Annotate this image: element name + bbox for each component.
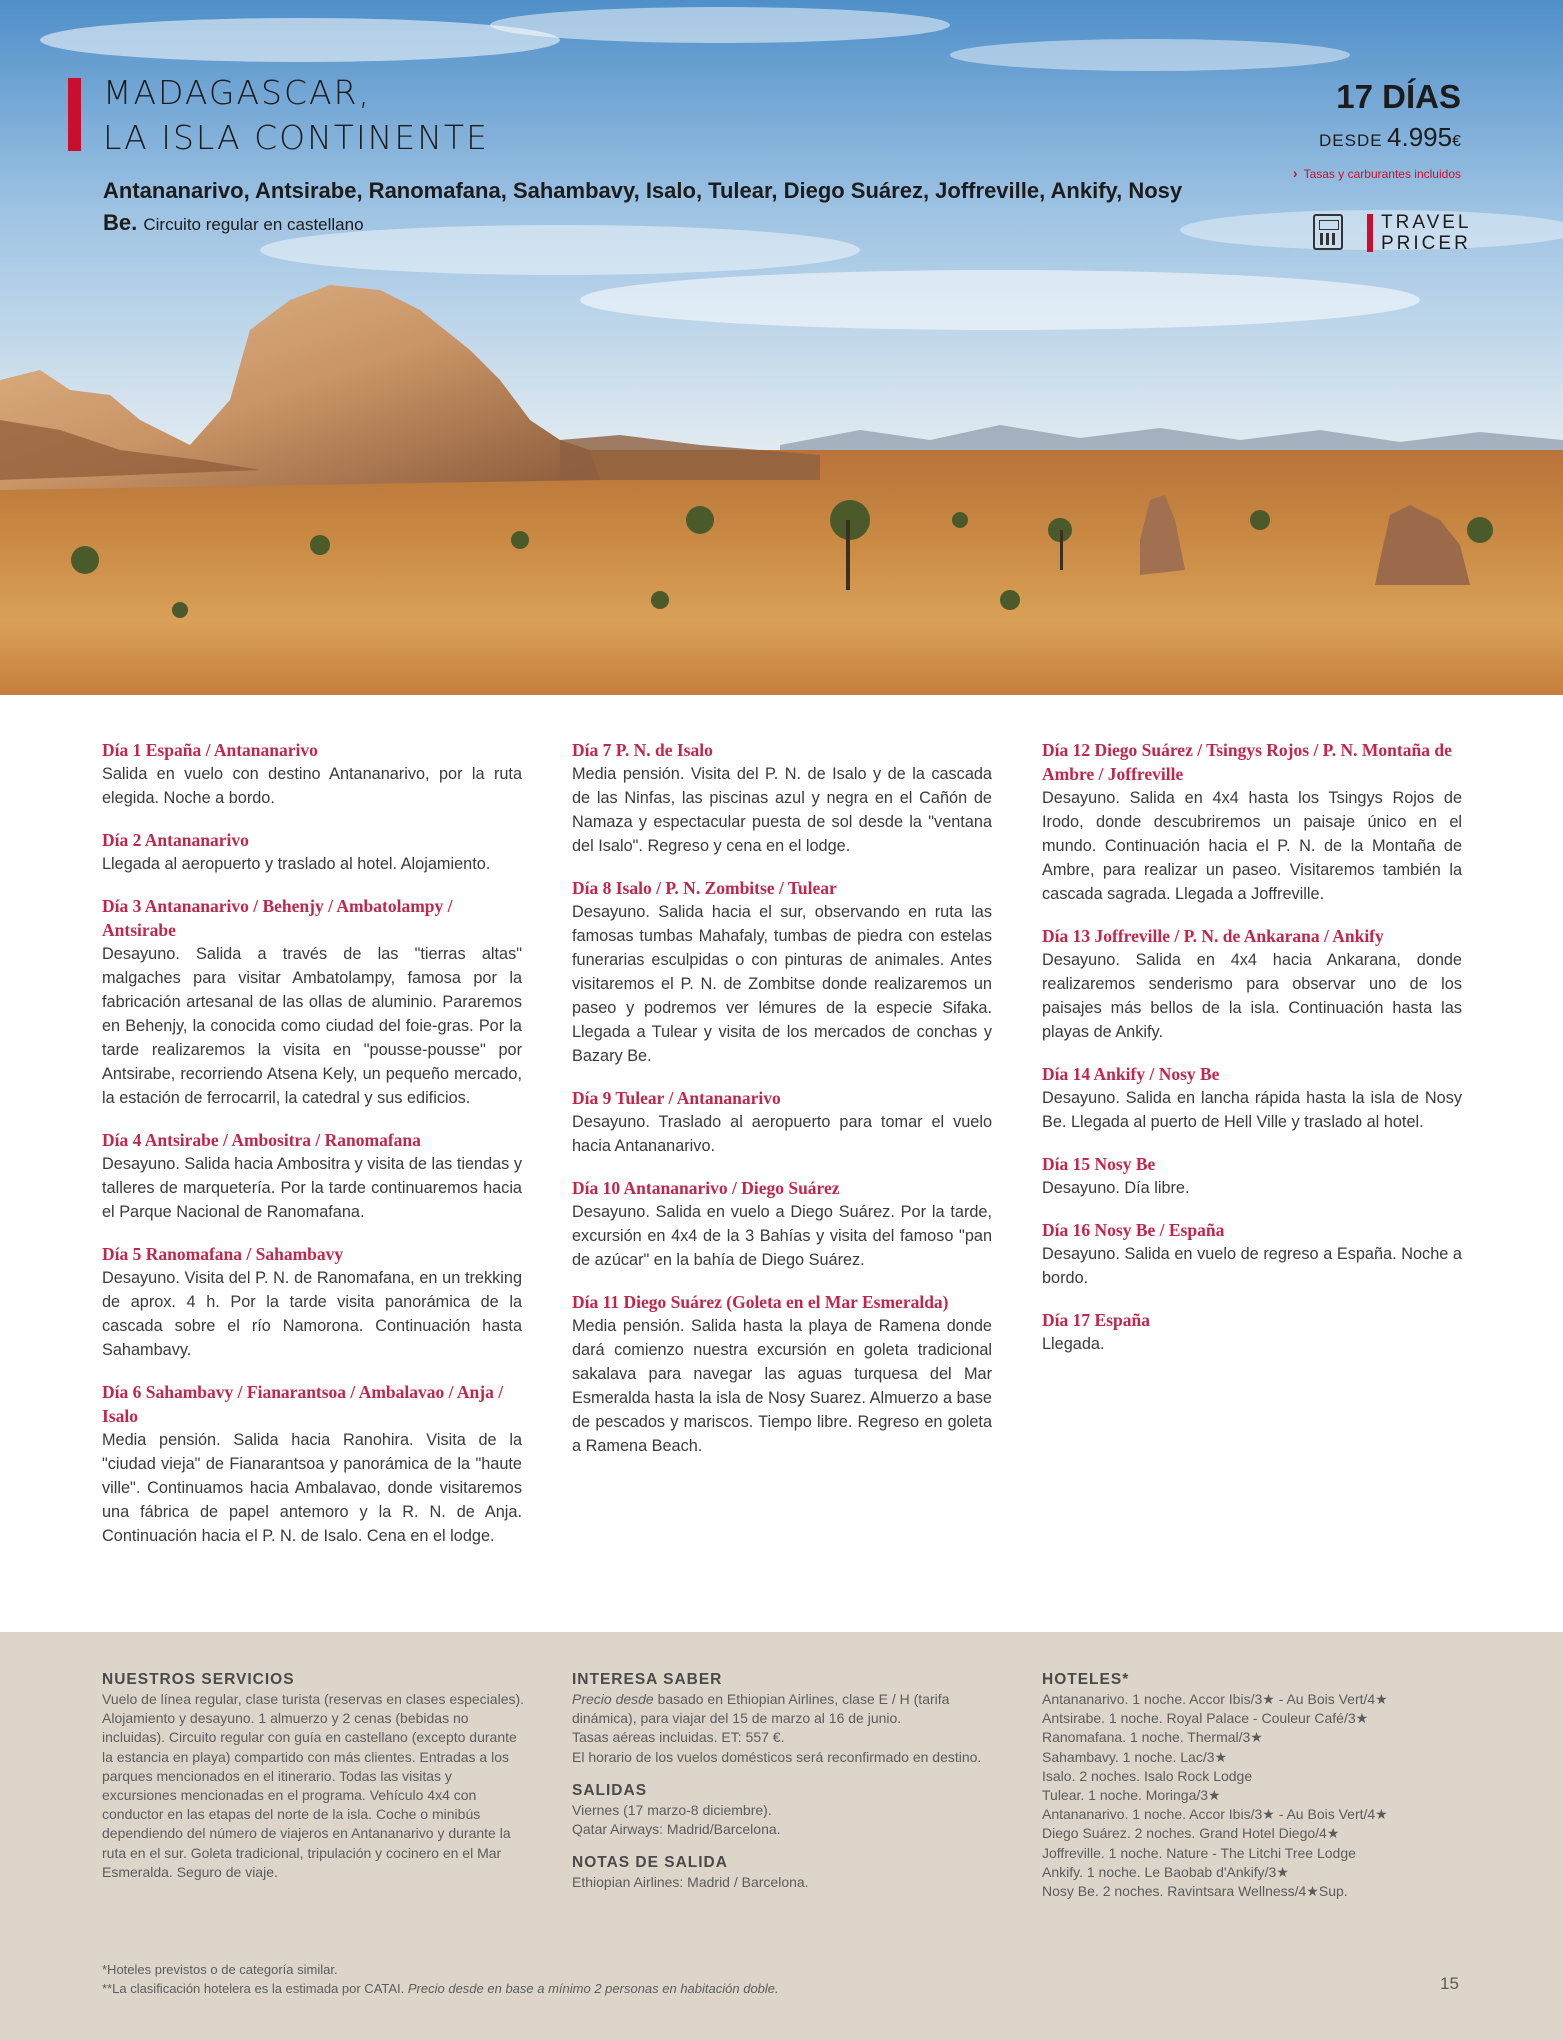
interesa-taxes: Tasas aéreas incluidas. ET: 557 €. [572,1729,785,1746]
hotel-item: Antsirabe. 1 noche. Royal Palace - Couleur Café/3★ [1042,1710,1369,1727]
day-title: Día 12 Diego Suárez / Tsingys Rojos / P. N. Montaña de Ambre / Joffreville [1042,740,1452,784]
day-text: Media pensión. Salida hacia Ranohira. Visita de la "ciudad vieja" de Fianarantsoa y panorámica de la "haute ville". Continuamos hacia Ambalavao, donde visitaremos una fábrica de papel antemoro y la R. N. de Anja. Continuación hacia el P. N. de Isalo. Cena en el lodge. [102,1431,522,1545]
interesa-italic: Precio desde [572,1691,654,1707]
services-section [102,1670,527,1896]
day-text: Desayuno. Salida hacia Ambositra y visita de las tiendas y talleres de marquetería. Por la tarde continuaremos hacia el Parque Nacional de Ranomafana. [102,1155,522,1221]
day-text: Salida en vuelo con destino Antananarivo, por la ruta elegida. Noche a bordo. [102,765,522,807]
trip-duration: 17 DÍAS [1336,78,1461,115]
day-title: Día 7 P. N. de Isalo [572,740,713,760]
footnote-1: *Hoteles previstos o de categoría similar. [102,1962,338,1977]
travel-pricer-logo [1313,212,1473,256]
info-section [572,1670,997,1906]
day-text: Desayuno. Salida en vuelo de regreso a España. Noche a bordo. [1042,1245,1462,1287]
footnote-2 [102,1979,779,1998]
day-text: Desayuno. Visita del P. N. de Ranomafana, en un trekking de aprox. 4 h. Por la tarde visita panorámica de la cascada sobre el río Namorona. Continuación hasta Sahambavy. [102,1269,522,1359]
day-text: Desayuno. Salida en 4x4 hasta los Tsingys Rojos de Irodo, donde descubriremos un paisaje único en el mundo. Continuación hacia el P. N. de la Montaña de Ambre, para realizar un paseo. Visitaremos también la cascada sagrada. Llegada a Joffreville. [1042,789,1462,903]
day-title: Día 2 Antananarivo [102,830,249,850]
day-16 [1042,1218,1462,1290]
day-17 [1042,1308,1462,1356]
hotel-item: Diego Suárez. 2 noches. Grand Hotel Diego/4★ [1042,1825,1340,1842]
notas-text: Ethiopian Airlines: Madrid / Barcelona. [572,1874,809,1891]
price-row [1319,122,1461,153]
hero-image [0,0,1563,695]
route-list: Antananarivo, Antsirabe, Ranomafana, Sahambavy, Isalo, Tulear, Diego Suárez, Joffreville, Ankify, Nosy Be. [103,178,1183,235]
day-6 [102,1380,522,1548]
page-number: 15 [1440,1974,1459,1993]
title-accent-bar [68,78,81,151]
day-text: Desayuno. Salida en lancha rápida hasta la isla de Nosy Be. Llegada al puerto de Hell Ville y traslado al hotel. [1042,1089,1462,1131]
hotel-item: Isalo. 2 noches. Isalo Rock Lodge [1042,1767,1253,1784]
day-1 [102,738,522,810]
hotels-list [1042,1690,1467,1901]
hotel-item: Ankify. 1 noche. Le Baobab d'Ankify/3★ [1042,1863,1289,1880]
hotel-item: Ranomafana. 1 noche. Thermal/3★ [1042,1729,1263,1746]
day-10 [572,1176,992,1272]
footnote-2a: **La clasificación hotelera es la estimada por CATAI. [102,1981,408,1996]
day-title: Día 8 Isalo / P. N. Zombitse / Tulear [572,878,837,898]
day-title: Día 17 España [1042,1310,1150,1330]
day-11 [572,1290,992,1458]
hotel-item: Joffreville. 1 noche. Nature - The Litchi Tree Lodge [1042,1844,1356,1861]
day-title: Día 10 Antananarivo / Diego Suárez [572,1178,840,1198]
calculator-icon [1313,214,1343,250]
day-title: Día 11 Diego Suárez (Goleta en el Mar Esmeralda) [572,1292,949,1312]
interesa-body: basado en Ethiopian Airlines, clase E / H (tarifa dinámica), para viajar del 15 de marzo al 16 de junio. [572,1691,950,1727]
itinerary-column-1 [102,738,522,1566]
day-title: Día 14 Ankify / Nosy Be [1042,1064,1220,1084]
day-text: Llegada al aeropuerto y traslado al hotel. Alojamiento. [102,855,491,873]
taxes-note [1293,165,1461,181]
day-title: Día 6 Sahambavy / Fianarantsoa / Ambalavao / Anja / Isalo [102,1382,504,1426]
day-15 [1042,1152,1462,1200]
day-text: Llegada. [1042,1335,1105,1353]
hotel-item: Tulear. 1 noche. Moringa/3★ [1042,1787,1221,1804]
interesa-text [572,1690,997,1767]
day-8 [572,876,992,1068]
hotel-item: Antananarivo. 1 noche. Accor Ibis/3★ - Au Bois Vert/4★ [1042,1691,1388,1707]
notas-heading: NOTAS DE SALIDA [572,1854,728,1872]
pricer-line-1: TRAVEL [1381,212,1472,233]
day-12 [1042,738,1462,906]
day-text: Desayuno. Día libre. [1042,1179,1190,1197]
day-title: Día 13 Joffreville / P. N. de Ankarana / Ankify [1042,926,1384,946]
services-text: Vuelo de línea regular, clase turista (reservas en clases especiales). Alojamiento y desayuno. 1 almuerzo y 2 cenas (bebidas no incluidas). Circuito regular con guía en castellano (excepto durante la estancia en playa) compartido con más clientes. Entradas a los parques mencionados en el itinerario. Todas las visitas y excursiones mencionadas en el programa. Vehículo 4x4 con conductor en las etapas del norte de la isla. Coche o minibús dependiendo del número de viajeros en Antananarivo y durante la ruta en el sur. Goleta tradicional, tripulación y cocinero en el Mar Esmeralda. Seguro de viaje. [102,1691,525,1880]
price-prefix: DESDE [1318,131,1383,150]
hotels-section [1042,1670,1467,1915]
taxes-note-text: Tasas y carburantes incluidos [1303,167,1461,181]
title-line-1: MADAGASCAR, [103,73,372,112]
day-text: Media pensión. Visita del P. N. de Isalo y de la cascada de las Ninfas, las piscinas azul y negra en el Cañón de Namaza y espectacular puesta de sol desde la "ventana del Isalo". Regreso y cena en el lodge. [572,765,992,855]
day-text: Desayuno. Salida en vuelo a Diego Suárez. Por la tarde, excursión en 4x4 de la 3 Bahías y visita del famoso "pan de azúcar" en la bahía de Diego Suárez. [572,1203,992,1269]
itinerary-column-3 [1042,738,1462,1374]
salidas-line-1: Viernes (17 marzo-8 diciembre). [572,1801,772,1818]
services-heading: NUESTROS SERVICIOS [102,1671,295,1688]
price-amount: 4.995 [1387,122,1453,152]
day-4 [102,1128,522,1224]
hotel-item: Sahambavy. 1 noche. Lac/3★ [1042,1748,1228,1765]
itinerary-column-2 [572,738,992,1476]
interesa-heading: INTERESA SABER [572,1671,723,1688]
salidas-heading: SALIDAS [572,1781,648,1799]
day-text: Desayuno. Traslado al aeropuerto para tomar el vuelo hacia Antananarivo. [572,1113,992,1155]
day-title: Día 5 Ranomafana / Sahambavy [102,1244,344,1264]
hotel-item: Nosy Be. 2 noches. Ravintsara Wellness/4★Sup. [1042,1883,1348,1900]
hotels-heading: HOTELES* [1042,1671,1130,1688]
day-title: Día 15 Nosy Be [1042,1154,1156,1174]
price-currency: € [1452,133,1461,150]
day-13 [1042,924,1462,1044]
interesa-flights: El horario de los vuelos domésticos será reconfirmado en destino. [572,1748,982,1765]
day-text: Desayuno. Salida en 4x4 hacia Ankarana, donde realizaremos senderismo para observar uno de los paisajes más bellos de la isla. Continuación hasta las playas de Ankify. [1042,951,1462,1041]
hotel-item: Antananarivo. 1 noche. Accor Ibis/3★ - Au Bois Vert/4★ [1042,1806,1388,1823]
pricer-line-2: PRICER [1381,233,1471,254]
title-line-2: LA ISLA CONTINENTE [103,118,489,157]
day-text: Media pensión. Salida hasta la playa de Ramena donde dará comienzo nuestra excursión en goleta tradicional sakalava para navegar las aguas turquesa del Mar Esmeralda hasta la isla de Nosy Suarez. Almuerzo a base de pescados y mariscos. Tiempo libre. Regreso en goleta a Ramena Beach. [572,1317,992,1455]
day-text: Desayuno. Salida a través de las "tierras altas" malgaches para visitar Ambatolampy, famosa por la fabricación artesanal de las ollas de aluminio. Pararemos en Behenjy, la conocida como ciudad del foie-gras. Por la tarde realizaremos la visita en "pousse-pousse" por Antsirabe, recorriendo Atsena Kely, un pequeño mercado, la estación de ferrocarril, la catedral y sus edificios. [102,945,522,1107]
day-2 [102,828,522,876]
day-5 [102,1242,522,1362]
footnotes [102,1960,779,1998]
day-title: Día 9 Tulear / Antananarivo [572,1088,781,1108]
tour-type: Circuito regular en castellano [143,215,364,234]
day-title: Día 4 Antsirabe / Ambositra / Ranomafana [102,1130,421,1150]
day-text: Desayuno. Salida hacia el sur, observando en ruta las famosas tumbas Mahafaly, tumbas de piedra con estelas funerarias esculpidas o con pinturas de animales. Antes visitaremos el P. N. de Zombitse donde realizaremos un paseo y podremos ver lémures de la especie Sifaka. Llegada a Tulear y visita de los mercados de conchas y Bazary Be. [572,903,992,1065]
day-3 [102,894,522,1110]
salidas-line-2: Qatar Airways: Madrid/Barcelona. [572,1821,781,1838]
salidas-text [572,1801,997,1839]
day-title: Día 1 España / Antananarivo [102,740,318,760]
page-title [103,70,489,160]
pricer-accent-bar [1367,214,1373,252]
day-14 [1042,1062,1462,1134]
arrow-right-icon: › [1292,165,1298,181]
route-subtitle [103,175,1183,241]
day-9 [572,1086,992,1158]
day-7 [572,738,992,858]
footnote-2b: Precio desde en base a mínimo 2 personas en habitación doble. [407,1981,779,1996]
day-title: Día 3 Antananarivo / Behenjy / Ambatolampy / Antsirabe [102,896,453,940]
pricer-text [1381,212,1472,254]
day-title: Día 16 Nosy Be / España [1042,1220,1225,1240]
